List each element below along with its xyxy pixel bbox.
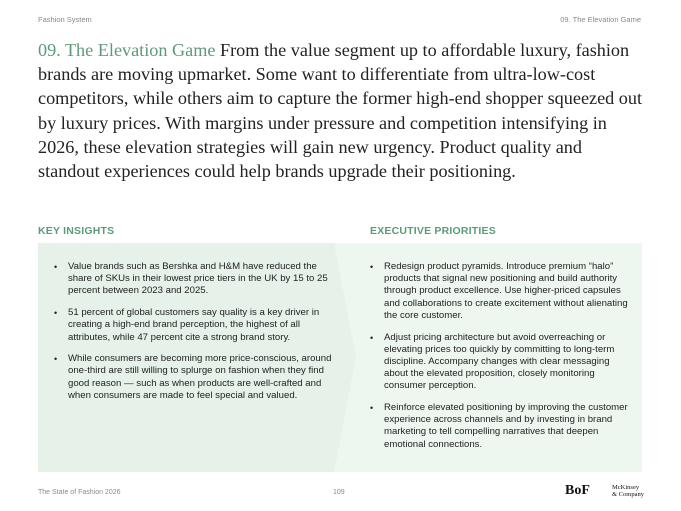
executive-priorities-label: EXECUTIVE PRIORITIES bbox=[370, 225, 496, 237]
executive-priority-item: • Adjust pricing architecture but avoid overreaching or elevating prices too quickly by committing to long-term discipline. Accompany changes with clear messaging about the elevated proposition, closely monitoring consumer perception. bbox=[370, 332, 632, 393]
headline bbox=[38, 38, 644, 183]
header-chapter-title: 09. The Elevation Game bbox=[560, 15, 641, 24]
bof-logo: BoF bbox=[565, 483, 590, 498]
headline-body: From the value segment up to affordable luxury, fashion brands are moving upmarket. Some want to differentiate from ultra-low-cost competitors, while others aim to capture the former high-end shopper squeezed out by luxury prices. With margins under pressure and competition intensifying in 2026, these elevation strategies will gain new urgency. Product quality and standout experiences could help brands upgrade their positioning. bbox=[38, 40, 643, 182]
key-insights-list bbox=[54, 261, 334, 412]
page-number: 109 bbox=[333, 489, 345, 496]
footer-report-title: The State of Fashion 2026 bbox=[38, 489, 121, 496]
key-insight-item: • While consumers are becoming more price-conscious, around one-third are still willing to splurge on fashion when they find good reason — such as when products are well-crafted and when consumers are made to feel special and valued. bbox=[54, 353, 334, 402]
key-insight-item: • 51 percent of global customers say quality is a key driver in creating a high-end brand perception, the highest of all attributes, while 47 percent cite a strong brand story. bbox=[54, 307, 334, 344]
executive-priority-item: • Reinforce elevated positioning by improving the customer experience across channels and by investing in brand marketing to tell compelling narratives that deepen emotional connections. bbox=[370, 402, 632, 451]
executive-priorities-list bbox=[370, 261, 632, 460]
mckinsey-logo-line1: McKinsey bbox=[612, 484, 640, 491]
key-insights-label: KEY INSIGHTS bbox=[38, 225, 115, 237]
key-insight-item: • Value brands such as Bershka and H&M have reduced the share of SKUs in their lowest price tiers in the UK by 15 to 25 percent between 2023 and 2025. bbox=[54, 261, 334, 298]
header-section-title: Fashion System bbox=[38, 15, 92, 24]
executive-priority-item: • Redesign product pyramids. Introduce premium “halo” products that signal new positioning and build authority through product excellence. Use higher-priced capsules and collaborations to create excitement without alienating the core customer. bbox=[370, 261, 632, 322]
mckinsey-logo bbox=[612, 485, 644, 499]
headline-chapter-title: 09. The Elevation Game bbox=[38, 40, 216, 60]
mckinsey-logo-line2: & Company bbox=[612, 490, 644, 498]
